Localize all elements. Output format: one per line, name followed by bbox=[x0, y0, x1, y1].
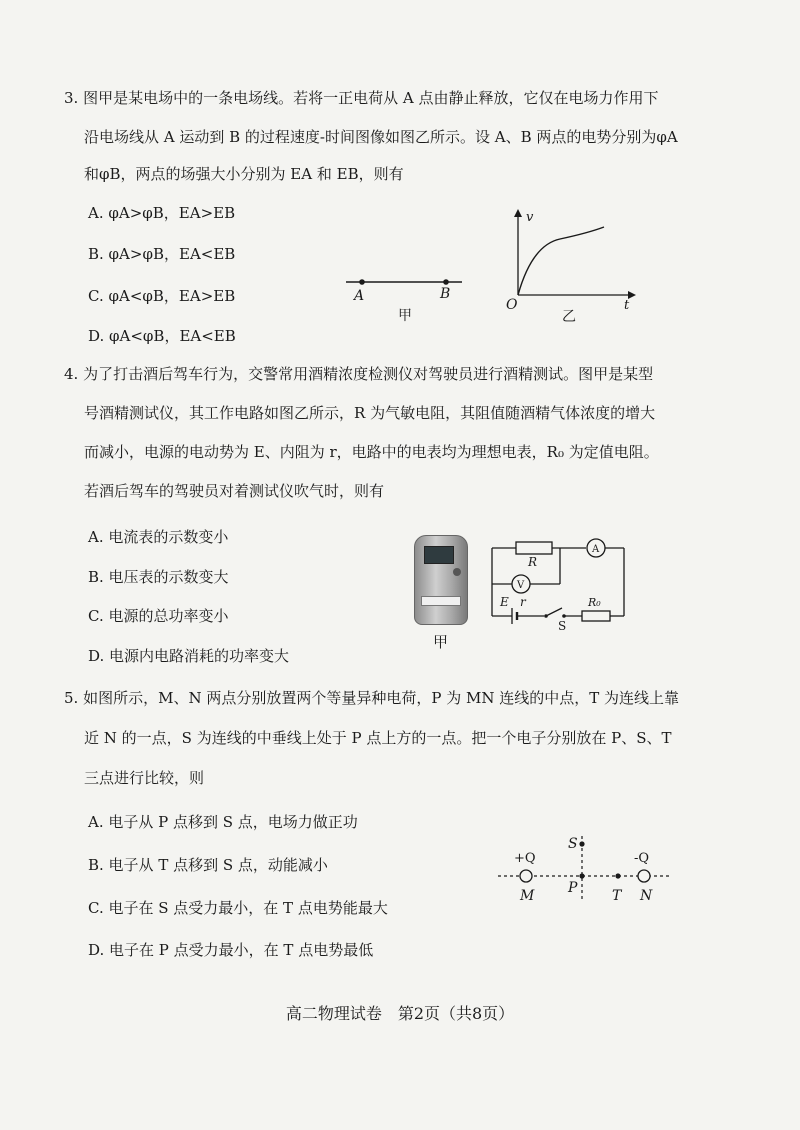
label-r0: R₀ bbox=[588, 596, 601, 609]
point-b-dot bbox=[443, 279, 449, 285]
switch-icon bbox=[546, 608, 562, 616]
label-n: N bbox=[640, 888, 653, 904]
velocity-curve bbox=[518, 227, 604, 295]
point-t-dot bbox=[615, 873, 620, 878]
label-s: S bbox=[568, 836, 578, 852]
label-p: P bbox=[568, 880, 578, 896]
device-label bbox=[421, 596, 461, 606]
q5-line3: 三点进行比较，则 bbox=[84, 769, 205, 787]
v-axis-arrow-icon bbox=[514, 209, 522, 217]
point-a-label: A bbox=[354, 288, 365, 304]
q3-line3: 和φB，两点的场强大小分别为 EA 和 EB，则有 bbox=[84, 165, 404, 183]
q3-option-b: B. φA>φB，EA<EB bbox=[88, 245, 236, 263]
q3-line1: 3. 图甲是某电场中的一条电场线。若将一正电荷从 A 点由静止释放，它仅在电场力作用下 bbox=[64, 89, 659, 107]
q4-circuit-diagram bbox=[486, 532, 636, 632]
label-voltmeter: V bbox=[517, 580, 525, 591]
q3-option-d: D. φA<φB，EA<EB bbox=[88, 327, 236, 345]
q5-line1: 5. 如图所示，M、N 两点分别放置两个等量异种电荷，P 为 MN 连线的中点，T 为连线上靠 bbox=[64, 689, 679, 707]
device-button-icon bbox=[453, 568, 461, 576]
device-screen bbox=[424, 546, 454, 564]
q4-fig-caption: 甲 bbox=[433, 633, 449, 651]
q4-line3: 而减小，电源的电动势为 E、内阻为 r，电路中的电表均为理想电表，R₀ 为定值电阻。 bbox=[84, 443, 659, 461]
q3-figure-yi bbox=[500, 205, 640, 325]
q4-option-c: C. 电源的总功率变小 bbox=[88, 607, 229, 625]
q4-option-a: A. 电流表的示数变小 bbox=[88, 528, 229, 546]
fig-yi-caption: 乙 bbox=[562, 309, 576, 325]
q5-charges-figure bbox=[496, 826, 676, 908]
q3-figure-jia bbox=[340, 262, 470, 326]
fixed-resistor-r0 bbox=[582, 611, 610, 621]
label-e: E bbox=[500, 595, 509, 609]
label-ammeter: A bbox=[592, 544, 600, 555]
label-plus-q: +Q bbox=[514, 851, 536, 866]
q5-option-c: C. 电子在 S 点受力最小，在 T 点电势能最大 bbox=[88, 899, 388, 917]
sensor-resistor-r bbox=[516, 542, 552, 554]
label-minus-q: -Q bbox=[634, 851, 650, 866]
q4-option-b: B. 电压表的示数变大 bbox=[88, 568, 229, 586]
point-b-label: B bbox=[440, 286, 451, 302]
label-m: M bbox=[520, 888, 535, 904]
q5-option-a: A. 电子从 P 点移到 S 点，电场力做正功 bbox=[88, 813, 358, 831]
label-switch: S bbox=[558, 619, 567, 632]
q4-line2: 号酒精测试仪，其工作电路如图乙所示，R 为气敏电阻，其阻值随酒精气体浓度的增大 bbox=[84, 404, 656, 422]
fig-jia-caption: 甲 bbox=[398, 308, 412, 324]
label-t: T bbox=[612, 888, 622, 904]
page-footer: 高二物理试卷 第2页（共8页） bbox=[285, 1004, 515, 1023]
label-internal-r: r bbox=[520, 595, 526, 609]
charge-n-icon bbox=[638, 870, 650, 882]
charge-m-icon bbox=[520, 870, 532, 882]
q4-option-d: D. 电源内电路消耗的功率变大 bbox=[88, 647, 290, 665]
q4-line4: 若酒后驾车的驾驶员对着测试仪吹气时，则有 bbox=[84, 482, 385, 500]
origin-label: O bbox=[506, 297, 518, 313]
v-axis-label: v bbox=[526, 210, 534, 225]
q3-option-a: A. φA>φB，EA>EB bbox=[88, 204, 236, 222]
q5-option-d: D. 电子在 P 点受力最小，在 T 点电势最低 bbox=[88, 941, 374, 959]
q3-line2: 沿电场线从 A 运动到 B 的过程速度-时间图像如图乙所示。设 A、B 两点的电势分别为φA bbox=[84, 128, 678, 146]
q5-line2: 近 N 的一点，S 为连线的中垂线上处于 P 点上方的一点。把一个电子分别放在 P、S、T bbox=[84, 729, 672, 747]
breathalyzer-image bbox=[414, 535, 468, 625]
label-r: R bbox=[528, 555, 538, 569]
point-a-dot bbox=[359, 279, 365, 285]
q3-option-c: C. φA<φB，EA>EB bbox=[88, 287, 236, 305]
q5-option-b: B. 电子从 T 点移到 S 点，动能减小 bbox=[88, 856, 328, 874]
q4-line1: 4. 为了打击酒后驾车行为，交警常用酒精浓度检测仪对驾驶员进行酒精测试。图甲是某型 bbox=[64, 365, 654, 383]
point-s-dot bbox=[579, 841, 584, 846]
point-p-dot bbox=[579, 873, 584, 878]
t-axis-label: t bbox=[624, 298, 630, 313]
